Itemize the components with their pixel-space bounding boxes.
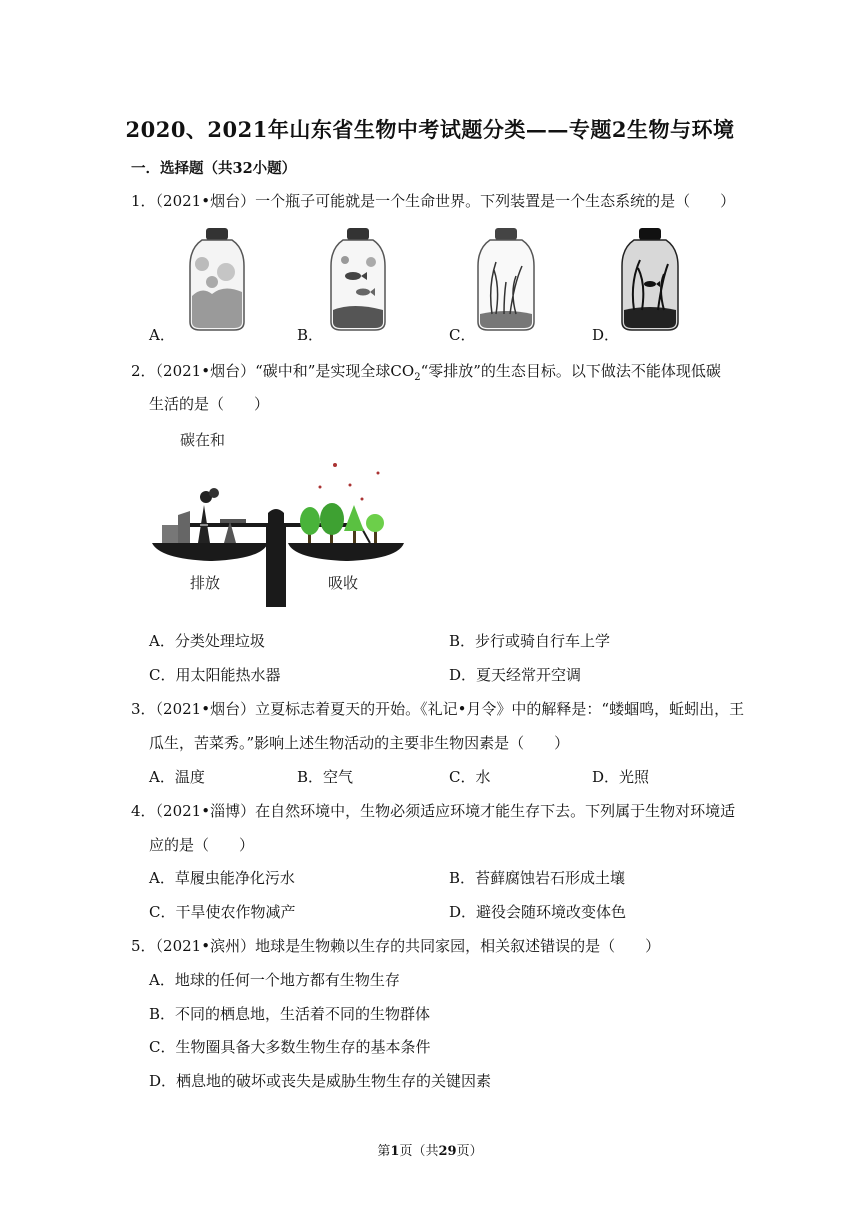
figure-right-label: 吸收 [328,574,359,592]
q3-option-d[interactable]: D．光照 [592,768,650,786]
q2-option-a[interactable]: A．分类处理垃圾 [149,632,265,650]
q1-option-a[interactable]: A． [149,326,175,344]
question-3-stem: 3．（2021•烟台）立夏标志着夏天的开始。《礼记•月令》中的解释是：“蝼蝈鸣，蚯蚓出，王 [131,700,745,718]
q2-option-c[interactable]: C．用太阳能热水器 [149,666,281,684]
q4-option-c[interactable]: C．干旱使农作物减产 [149,903,296,921]
q2-option-b[interactable]: B．步行或骑自行车上学 [449,632,611,650]
question-3-stem-cont: 瓜生，苦菜秀。”影响上述生物活动的主要非生物因素是（ ） [149,734,570,752]
q5-option-d[interactable]: D．栖息地的破坏或丧失是威胁生物生存的关键因素 [149,1072,492,1090]
question-4-stem-cont: 应的是（ ） [149,836,255,854]
question-1-stem: 1．（2021•烟台）一个瓶子可能就是一个生命世界。下列装置是一个生态系统的是（ ） [131,192,736,210]
q4-option-d[interactable]: D．避役会随环境改变体色 [449,903,627,921]
q3-option-a[interactable]: A．温度 [149,768,205,786]
jar-sand-icon [182,226,252,334]
q4-option-a[interactable]: A．草履虫能净化污水 [149,869,295,887]
question-5-stem: 5．（2021•滨州）地球是生物赖以生存的共同家园，相关叙述错误的是（ ） [131,937,661,955]
balance-scale-icon [150,425,420,615]
q3-option-c[interactable]: C．水 [449,768,491,786]
q1-option-c[interactable]: C． [449,326,476,344]
q4-option-b[interactable]: B．苔藓腐蚀岩石形成土壤 [449,869,626,887]
q5-option-b[interactable]: B．不同的栖息地，生活着不同的生物群体 [149,1005,431,1023]
q3-option-b[interactable]: B．空气 [297,768,354,786]
page-title: 2020、2021年山东省生物中考试题分类——专题2生物与环境 [125,117,735,142]
question-2-stem: 2．（2021•烟台）“碳中和”是实现全球$CO_2“$零排放”的生态目标。以下做法不能体现低碳 [131,362,721,383]
page-total: 29 [438,1144,457,1159]
jar-ecosystem-icon [614,226,686,334]
page-footer: 第1页（共29页） [377,1144,483,1159]
section-heading: 一．选择题（共32小题） [131,160,297,177]
figure-left-label: 排放 [190,574,221,592]
q1-option-d[interactable]: D． [592,326,620,344]
figure-top-label: 碳在和 [180,431,226,449]
question-2-stem-cont: 生活的是（ ） [149,395,270,413]
q1-option-b[interactable]: B． [297,326,324,344]
q5-option-c[interactable]: C．生物圈具备大多数生物生存的基本条件 [149,1038,431,1056]
q2-option-d[interactable]: D．夏天经常开空调 [449,666,582,684]
page-number: 1 [390,1144,400,1159]
q5-option-a[interactable]: A．地球的任何一个地方都有生物生存 [149,971,400,989]
jar-plant-icon [470,226,542,334]
jar-fish-icon [323,226,393,334]
question-4-stem: 4．（2021•淄博）在自然环境中，生物必须适应环境才能生存下去。下列属于生物对环境适 [131,802,736,820]
